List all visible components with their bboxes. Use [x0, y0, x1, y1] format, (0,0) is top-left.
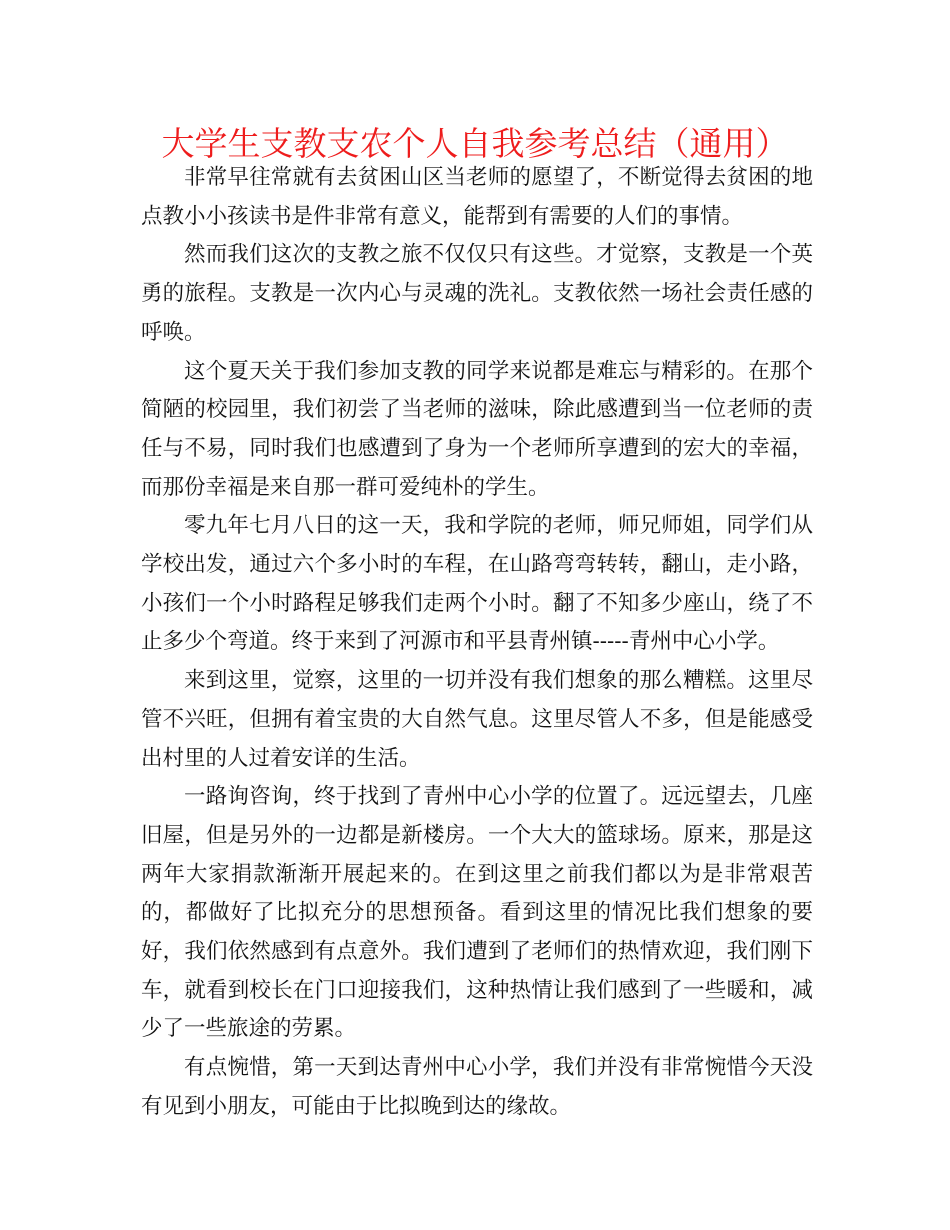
- paragraph-6: 一路询咨询，终于找到了青州中心小学的位置了。远远望去，几座旧屋，但是另外的一边都是新楼房。一个大大的篮球场。原来，那是这两年大家捐款渐渐开展起来的。在到这里之前我们都以为是非常艰苦的，都做好了比拟充分的思想预备。看到这里的情况比我们想象的要好，我们依然感到有点意外。我们遭到了老师们的热情欢迎，我们刚下车，就看到校长在门口迎接我们，这种热情让我们感到了一些暖和，减少了一些旅途的劳累。: [141, 784, 813, 1042]
- document-title: 大学生支教支农个人自我参考总结（通用）: [161, 124, 789, 163]
- paragraph-7: 有点惋惜，第一天到达青州中心小学，我们并没有非常惋惜今天没有见到小朋友，可能由于比拟晚到达的缘故。: [141, 1055, 813, 1119]
- paragraph-1: 非常早往常就有去贫困山区当老师的愿望了，不断觉得去贫困的地点教小小孩读书是件非常有意义，能帮到有需要的人们的事情。: [141, 165, 813, 229]
- paragraph-4: 零九年七月八日的这一天，我和学院的老师，师兄师姐，同学们从学校出发，通过六个多小时的车程，在山路弯弯转转，翻山，走小路，小孩们一个小时路程足够我们走两个小时。翻了不知多少座山，绕了不止多少个弯道。终于来到了河源市和平县青州镇-----青州中心小学。: [141, 513, 813, 655]
- paragraph-3: 这个夏天关于我们参加支教的同学来说都是难忘与精彩的。在那个简陋的校园里，我们初尝了当老师的滋味，除此感遭到当一位老师的责任与不易，同时我们也感遭到了身为一个老师所享遭到的宏大的幸福，而那份幸福是来自那一群可爱纯朴的学生。: [141, 358, 813, 500]
- paragraph-5: 来到这里，觉察，这里的一切并没有我们想象的那么糟糕。这里尽管不兴旺，但拥有着宝贵的大自然气息。这里尽管人不多，但是能感受出村里的人过着安详的生活。: [141, 668, 813, 771]
- document-body: [141, 159, 813, 1127]
- paragraph-2: 然而我们这次的支教之旅不仅仅只有这些。才觉察，支教是一个英勇的旅程。支教是一次内心与灵魂的洗礼。支教依然一场社会责任感的呼唤。: [141, 242, 813, 345]
